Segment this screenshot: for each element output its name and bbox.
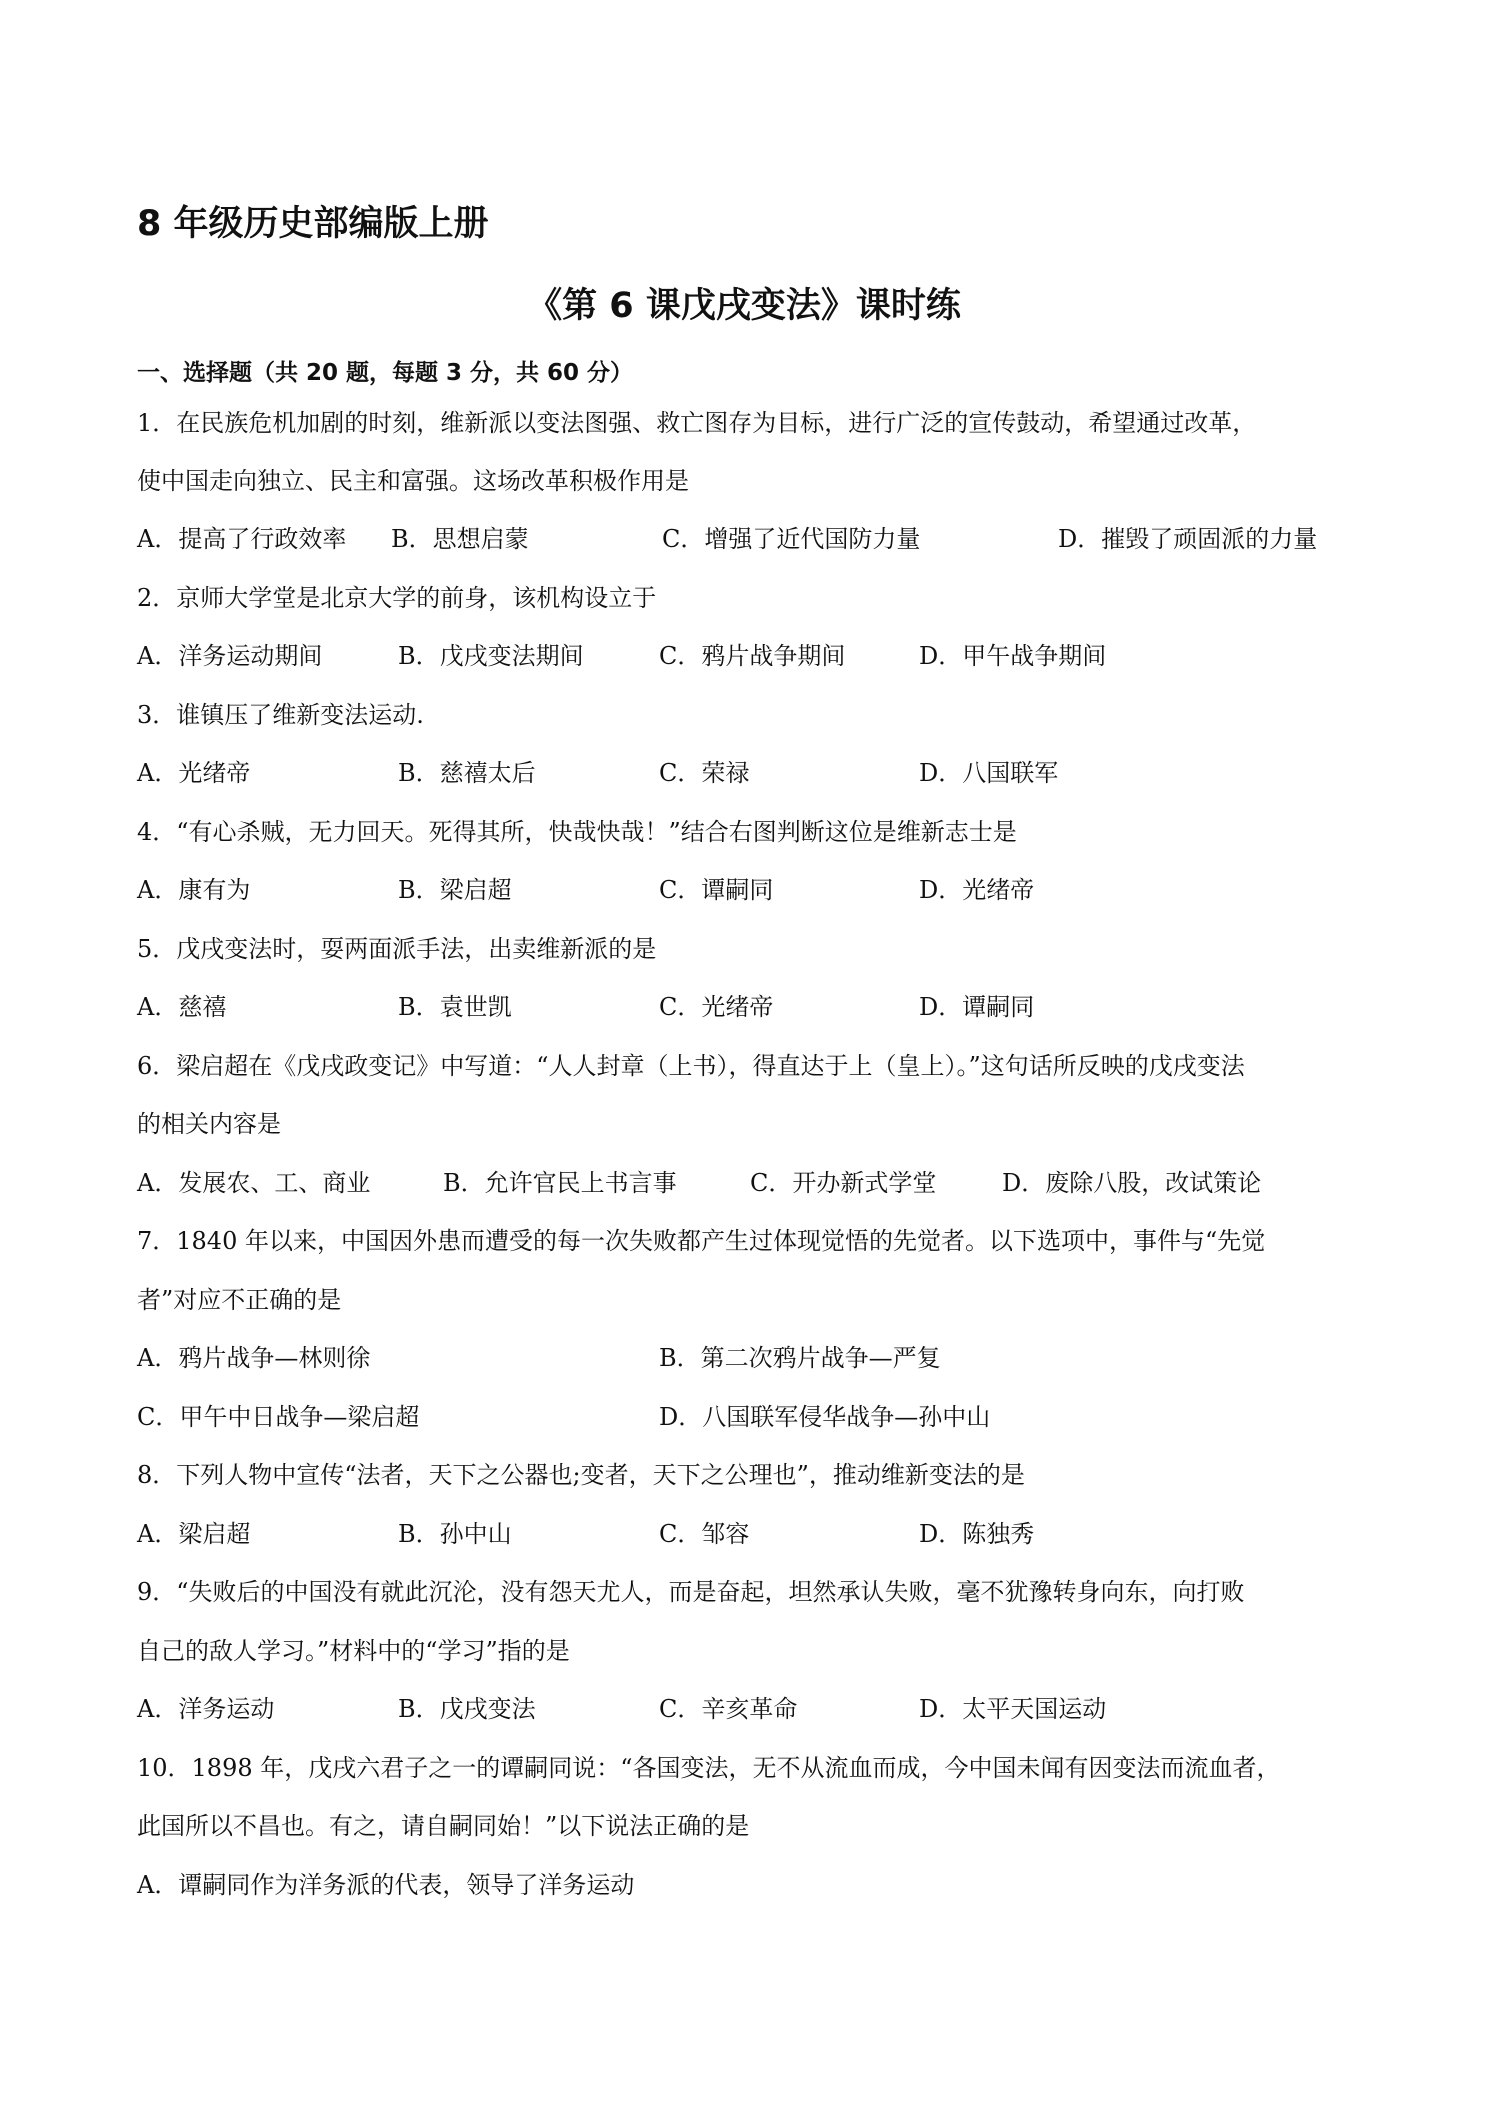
question-9-stem-line-1: 9．“失败后的中国没有就此沉沦，没有怨天尤人，而是奋起，坦然承认失败，毫不犹豫转身向东，向打败: [137, 1578, 1245, 1606]
question-5-option-a: A．慈禧: [137, 993, 227, 1021]
question-1-option-b: B．思想启蒙: [391, 525, 529, 553]
question-2-option-a: A．洋务运动期间: [137, 642, 323, 670]
question-9-option-a: A．洋务运动: [137, 1695, 275, 1723]
question-4-stem: 4．“有心杀贼，无力回天。死得其所，快哉快哉！”结合右图判断这位是维新志士是: [137, 818, 1017, 846]
question-8-option-b: B．孙中山: [398, 1520, 512, 1548]
question-3-option-a: A．光绪帝: [137, 759, 251, 787]
question-2-option-c: C．鸦片战争期间: [659, 642, 846, 670]
grade-title: 8 年级历史部编版上册: [137, 204, 489, 244]
question-5-option-c: C．光绪帝: [659, 993, 774, 1021]
question-3-option-d: D．八国联军: [919, 759, 1059, 787]
question-3-option-b: B．慈禧太后: [398, 759, 536, 787]
question-1-option-d: D．摧毁了顽固派的力量: [1058, 525, 1318, 553]
question-6-stem-line-2: 的相关内容是: [137, 1110, 281, 1138]
question-8-option-c: C．邹容: [659, 1520, 750, 1548]
question-6-option-a: A．发展农、工、商业: [137, 1169, 371, 1197]
question-10-stem-line-2: 此国所以不昌也。有之，请自嗣同始！”以下说法正确的是: [137, 1812, 750, 1840]
question-7-stem-line-1: 7．1840 年以来，中国因外患而遭受的每一次失败都产生过体现觉悟的先觉者。以下选项中，事件与“先觉: [137, 1227, 1266, 1255]
question-4-option-c: C．谭嗣同: [659, 876, 774, 904]
question-10-stem-line-1: 10．1898 年，戊戌六君子之一的谭嗣同说：“各国变法，无不从流血而成，今中国未闻有因变法而流血者，: [137, 1754, 1281, 1782]
question-7-option-a: A．鸦片战争—林则徐: [137, 1344, 371, 1372]
question-4-option-d: D．光绪帝: [919, 876, 1035, 904]
question-2-option-b: B．戊戌变法期间: [398, 642, 584, 670]
question-6-option-b: B．允许官民上书言事: [443, 1169, 677, 1197]
question-7-option-c: C．甲午中日战争—梁启超: [137, 1403, 420, 1431]
question-2-option-d: D．甲午战争期间: [919, 642, 1107, 670]
lesson-title: 《第 6 课戊戌变法》课时练: [527, 286, 961, 326]
question-9-option-b: B．戊戌变法: [398, 1695, 536, 1723]
question-1-stem-line-2: 使中国走向独立、民主和富强。这场改革积极作用是: [137, 467, 689, 495]
question-7-stem-line-2: 者”对应不正确的是: [137, 1286, 342, 1314]
question-9-stem-line-2: 自己的敌人学习。”材料中的“学习”指的是: [137, 1637, 570, 1665]
question-4-option-b: B．梁启超: [398, 876, 512, 904]
section-heading: 一、选择题（共 20 题，每题 3 分，共 60 分）: [137, 360, 634, 386]
question-8-stem: 8．下列人物中宣传“法者，天下之公器也;变者，天下之公理也”，推动维新变法的是: [137, 1461, 1025, 1489]
question-5-stem: 5．戊戌变法时，耍两面派手法，出卖维新派的是: [137, 935, 657, 963]
question-5-option-b: B．袁世凯: [398, 993, 512, 1021]
question-6-option-d: D．废除八股，改试策论: [1002, 1169, 1262, 1197]
question-1-stem-line-1: 1．在民族危机加剧的时刻，维新派以变法图强、救亡图存为目标，进行广泛的宣传鼓动，希望通过改革，: [137, 409, 1257, 437]
question-8-option-d: D．陈独秀: [919, 1520, 1035, 1548]
question-3-option-c: C．荣禄: [659, 759, 750, 787]
question-9-option-c: C．辛亥革命: [659, 1695, 798, 1723]
question-10-option-a: A．谭嗣同作为洋务派的代表，领导了洋务运动: [137, 1871, 635, 1899]
question-1-option-a: A．提高了行政效率: [137, 525, 347, 553]
question-7-option-b: B．第二次鸦片战争—严复: [659, 1344, 941, 1372]
question-6-stem-line-1: 6．梁启超在《戊戌政变记》中写道：“人人封章（上书），得直达于上（皇上）。”这句话所反映的戊戌变法: [137, 1052, 1245, 1080]
question-1-option-c: C．增强了近代国防力量: [662, 525, 921, 553]
question-3-stem: 3．谁镇压了维新变法运动.: [137, 701, 424, 729]
question-4-option-a: A．康有为: [137, 876, 251, 904]
question-5-option-d: D．谭嗣同: [919, 993, 1035, 1021]
question-9-option-d: D．太平天国运动: [919, 1695, 1107, 1723]
question-6-option-c: C．开办新式学堂: [750, 1169, 937, 1197]
question-7-option-d: D．八国联军侵华战争—孙中山: [659, 1403, 991, 1431]
question-8-option-a: A．梁启超: [137, 1520, 251, 1548]
question-2-stem: 2．京师大学堂是北京大学的前身，该机构设立于: [137, 584, 657, 612]
